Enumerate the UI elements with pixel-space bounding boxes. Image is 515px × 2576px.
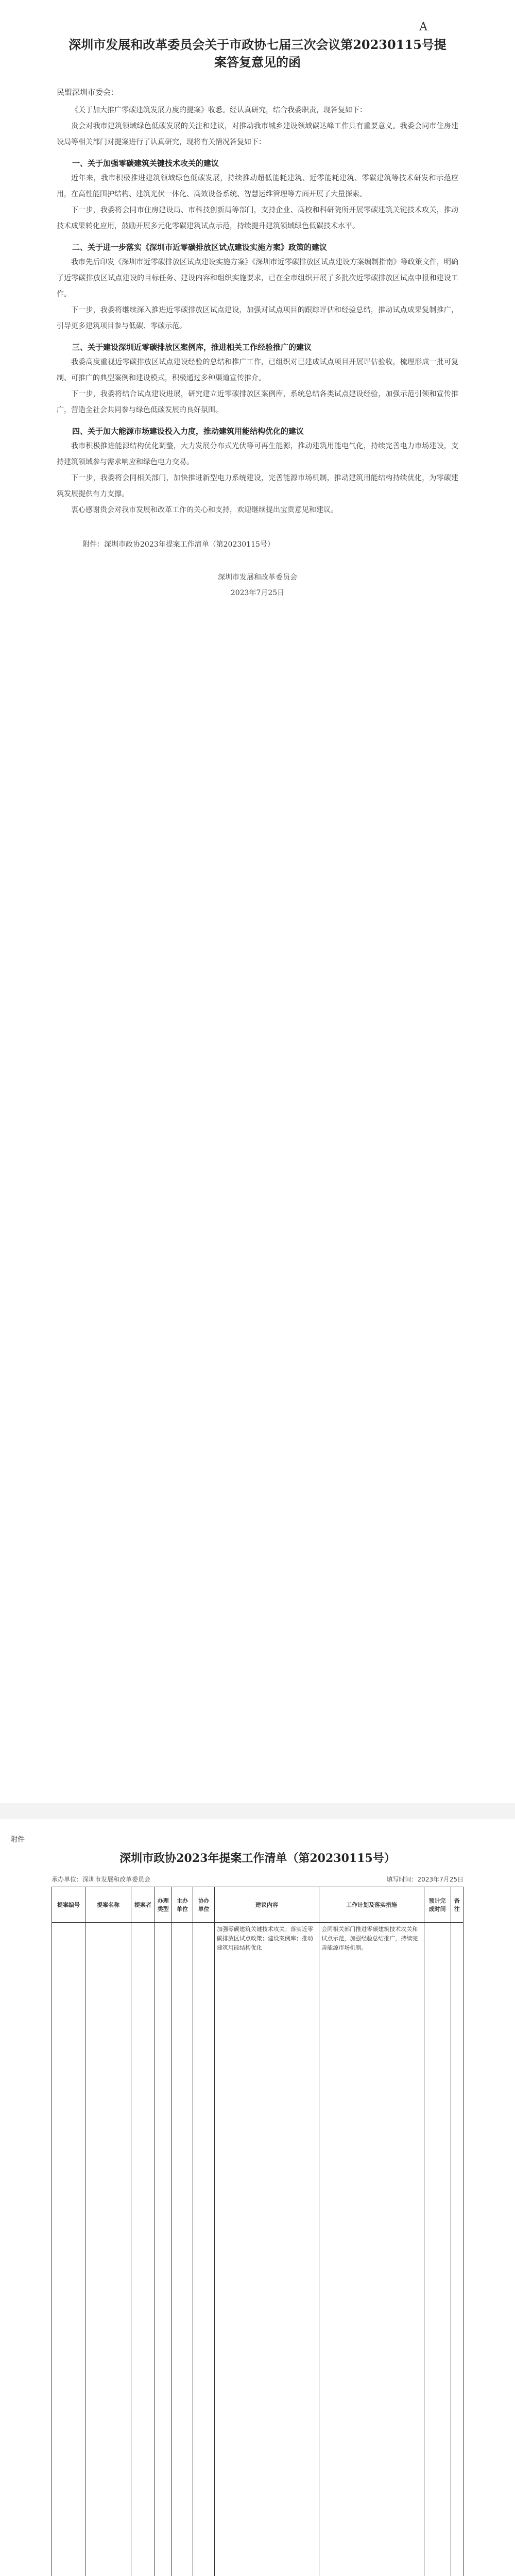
page-separator [0, 1803, 515, 1819]
column-header: 提案者 [131, 1887, 154, 1923]
table-header-row [52, 1887, 464, 1923]
attachment-note: 附件：深圳市政协2023年提案工作清单（第20230115号） [82, 540, 274, 549]
column-header: 协办单位 [193, 1887, 215, 1923]
section-paragraph: 下一步，我委将会同相关部门，加快推进新型电力系统建设，完善能源市场机制，推动建筑用能结构持续优化，为零碳建筑发展提供有力支撑。 [57, 474, 458, 498]
table-cell: 加强零碳建筑关键技术攻关；落实近零碳排放区试点政策；建设案例库；推动建筑用能结构优化 [214, 1923, 319, 2576]
section-paragraph: 我委高度重视近零碳排放区试点建设经验的总结和推广工作，已组织对已建成试点项目开展评估验收，梳理形成一批可复制、可推广的典型案例和建设模式，积极通过多种渠道宣传推介。 [57, 358, 458, 382]
proposal-table [52, 1887, 464, 2576]
section-paragraph: 下一步，我委将会同市住房建设局、市科技创新局等部门，支持企业、高校和科研院所开展零碳建筑关键技术攻关，推动技术成果转化应用，鼓励开展多元化零碳建筑试点示范，持续提升建筑领域绿色低碳技术水平。 [57, 206, 458, 230]
table-cell [171, 1923, 193, 2576]
section-heading: 一、关于加强零碳建筑关键技术攻关的建议 [72, 159, 219, 168]
column-header: 备注 [451, 1887, 463, 1923]
column-header: 工作计划及落实措施 [319, 1887, 424, 1923]
intro-paragraph: 《关于加大推广零碳建筑发展力度的提案》收悉。经认真研究，结合我委职责，现答复如下： [71, 106, 367, 114]
table-cell [52, 1923, 85, 2576]
table-cell [154, 1923, 171, 2576]
section-paragraph: 下一步，我委将结合试点建设进展，研究建立近零碳排放区案例库，系统总结各类试点建设经验，加强示范引领和宣传推广，营造全社会共同参与绿色低碳发展的良好氛围。 [57, 390, 458, 414]
letter-date: 2023年7月25日 [230, 589, 285, 597]
undertaking-unit: 承办单位：深圳市发展和改革委员会 [52, 1876, 151, 1883]
annex-page [46, 1824, 469, 2576]
table-cell [131, 1923, 154, 2576]
seal-mark: A [419, 21, 427, 33]
table-cell [424, 1923, 451, 2576]
annex-label: 附件 [10, 1836, 25, 1844]
letter-salutation: 民盟深圳市委会： [57, 88, 119, 97]
section-paragraph: 下一步，我委将继续深入推进近零碳排放区试点建设，加强对试点项目的跟踪评估和经验总结，推动试点成果复制推广，引导更多建筑项目参与低碳、零碳示范。 [57, 306, 458, 330]
column-header: 主办单位 [171, 1887, 193, 1923]
table-cell [451, 1923, 463, 2576]
annex-title: 深圳市政协2023年提案工作清单（第20230115号） [119, 1852, 396, 1865]
column-header: 提案编号 [52, 1887, 85, 1923]
table-row [52, 1923, 464, 2576]
closing-paragraph: 衷心感谢贵会对我市发展和改革工作的关心和支持，欢迎继续提出宝贵意见和建议。 [71, 506, 338, 514]
section-heading: 四、关于加大能源市场建设投入力度，推动建筑用能结构优化的建议 [72, 427, 304, 436]
reply-letter-page [46, 0, 469, 1793]
table-cell [85, 1923, 131, 2576]
section-paragraph: 近年来，我市积极推进建筑领域绿色低碳发展，持续推动超低能耗建筑、近零能耗建筑、零碳建筑等技术研发和示范应用，在高性能围护结构、建筑光伏一体化、高效设备系统、智慧运维管理等方面开展了大量探索。 [57, 174, 458, 198]
section-heading: 二、关于进一步落实《深圳市近零碳排放区试点建设实施方案》政策的建议 [72, 243, 328, 252]
signature-block [46, 570, 469, 601]
letter-title: 深圳市发展和改革委员会关于市政协七届三次会议第20230115号提案答复意见的函 [68, 37, 447, 70]
annex-meta [52, 1875, 464, 1884]
section-paragraph: 我市先后印发《深圳市近零碳排放区试点建设实施方案》《深圳市近零碳排放区试点建设方案编制指南》等政策文件，明确了近零碳排放区试点建设的目标任务、建设内容和组织实施要求，已在全市组织开展了多批次近零碳排放区试点申报和建设工作。 [57, 258, 458, 298]
signer-name: 深圳市发展和改革委员会 [218, 573, 297, 582]
table-cell: 会同相关部门推进零碳建筑技术攻关和试点示范，加强经验总结推广，持续完善能源市场机制。 [319, 1923, 424, 2576]
intro-paragraph: 贵会对我市建筑领域绿色低碳发展的关注和建议，对推动我市城乡建设领域碳达峰工作具有重要意义。我委会同市住房建设局等相关部门对提案进行了认真研究，现将有关情况答复如下： [57, 122, 458, 146]
section-heading: 三、关于建设深圳近零碳排放区案例库，推进相关工作经验推广的建议 [72, 343, 312, 352]
column-header: 预计完成时间 [424, 1887, 451, 1923]
table-cell [193, 1923, 215, 2576]
fill-date: 填写时间：2023年7月25日 [386, 1876, 464, 1883]
column-header: 提案名称 [85, 1887, 131, 1923]
column-header: 建议内容 [214, 1887, 319, 1923]
section-paragraph: 我市积极推进能源结构优化调整，大力发展分布式光伏等可再生能源，推动建筑用能电气化，持续完善电力市场建设，支持建筑领域参与需求响应和绿色电力交易。 [57, 442, 458, 466]
column-header: 办理类型 [154, 1887, 171, 1923]
